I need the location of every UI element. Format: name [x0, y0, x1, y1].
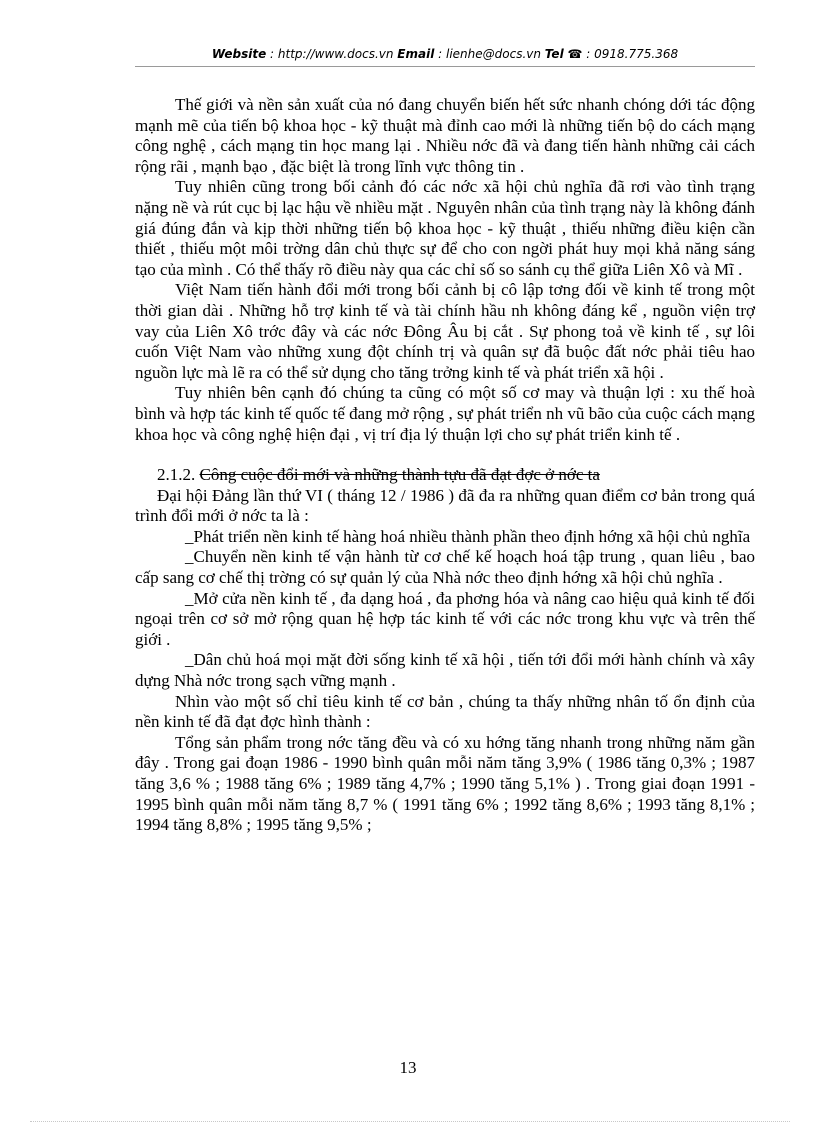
page-number: 13: [399, 1058, 417, 1077]
section-heading: [135, 465, 755, 486]
header-divider: [135, 66, 755, 67]
paragraph-2: Tuy nhiên cũng trong bối cảnh đó các nớc xã hội chủ nghĩa đã rơi vào tình trạng nặng nề và rút cục bị lạc hậu về nhiều mặt . Nguyên nhân của tình trạng này là không đánh giá đúng đắn và kịp thời những tiến bộ khoa học - kỹ thuật , thiếu những điều kiện cần thiết , thiếu một môi trờng dân chủ thực sự để cho con ngời phát huy mọi khả năng sáng tạo của mình . Có thể thấy rõ điều này qua các chỉ số so sánh cụ thể giữa Liên Xô và Mĩ .: [135, 177, 755, 279]
document-body: [135, 95, 755, 836]
email-label: Email: [397, 47, 435, 61]
section-title: Công cuộc đổi mới và những thành tựu đã đạt đợc ở nớc ta: [199, 465, 600, 485]
page-header: [135, 47, 755, 61]
website-label: Website: [211, 47, 267, 61]
list-item: _Phát triển nền kinh tế hàng hoá nhiều thành phần theo định hớng xã hội chủ nghĩa: [185, 526, 751, 546]
list-item: _Chuyển nền kinh tế vận hành từ cơ chế kế hoạch hoá tập trung , quan liêu , bao cấp sang cơ chế thị trờng có sự quản lý của Nhà nớc theo định hớng xã hội chủ nghĩa .: [135, 547, 755, 588]
list-item: _Mở cửa nền kinh tế , đa dạng hoá , đa phơng hóa và nâng cao hiệu quả kinh tế đối ngoại trên cơ sở mở rộng quan hệ hợp tác kinh tế với các nớc trong khu vực và trên thế giới .: [135, 588, 755, 649]
paragraph-congress: Đại hội Đảng lần thứ VI ( tháng 12 / 1986 ) đã đa ra những quan điểm cơ bản trong quá trình đổi mới ở nớc ta là :: [135, 485, 755, 526]
list-item: _Dân chủ hoá mọi mặt đời sống kinh tế xã hội , tiến tới đổi mới hành chính và xây dựng Nhà nớc trong sạch vững mạnh .: [135, 650, 755, 691]
paragraph-3: Việt Nam tiến hành đổi mới trong bối cảnh bị cô lập tơng đối về kinh tế trong một thời gian dài . Những hỗ trợ kinh tế và tài chính hầu nh không đáng kể , nguồn viện trợ vay của Liên Xô trớc đây và các nớc Đông Âu bị cắt . Sự phong toả về kinh tế , sự lôi cuốn Việt Nam vào những xung đột chính trị và quân sự đã buộc đất nớc phải tiêu hao nguồn lực mà lẽ ra có thể sử dụng cho tăng trởng kinh tế và phát triển xã hội .: [135, 280, 755, 382]
paragraph-1: Thế giới và nền sản xuất của nó đang chuyển biến hết sức nhanh chóng dới tác động mạnh mẽ của tiến bộ khoa học - kỹ thuật mà đỉnh cao mới là những tiến bộ do cách mạng công nghệ , cách mạng tin học mang lại . Nhiều nớc đã và đang tiến hành những cải cách rộng rãi , mạnh bạo , đặc biệt là trong lĩnh vực thông tin .: [135, 95, 755, 176]
page-bottom-border: [30, 1121, 790, 1122]
tel-label: Tel: [544, 47, 564, 61]
paragraph-4: Tuy nhiên bên cạnh đó chúng ta cũng có một số cơ may và thuận lợi : xu thế hoà bình và hợp tác kinh tế quốc tế đang mở rộng , sự phát triển nh vũ bão của cuộc cách mạng khoa học và công nghệ hiện đại , vị trí địa lý thuận lợi cho sự phát triển kinh tế .: [135, 383, 755, 444]
paragraph-indicators: Nhìn vào một số chỉ tiêu kinh tế cơ bản , chúng ta thấy những nhân tố ổn định của nền kinh tế đã đạt đợc hình thành :: [135, 691, 755, 732]
email-value[interactable]: : lienhe@docs.vn: [434, 47, 545, 61]
section-number: 2.1.2.: [157, 465, 196, 485]
website-value[interactable]: : http://www.docs.vn: [266, 47, 398, 61]
paragraph-gdp: Tổng sản phẩm trong nớc tăng đều và có xu hớng tăng nhanh trong những năm gần đây . Trong gai đoạn 1986 - 1990 bình quân mỗi năm tăng 3,9% ( 1986 tăng 0,3% ; 1987 tăng 3,6 % ; 1988 tăng 6% ; 1989 tăng 4,7% ; 1990 tăng 5,1% ) . Trong giai đoạn 1991 - 1995 bình quân mỗi năm tăng 8,7 % ( 1991 tăng 6% ; 1992 tăng 8,6% ; 1993 tăng 8,1% ; 1994 tăng 8,8% ; 1995 tăng 9,5% ;: [135, 732, 755, 835]
tel-value: ☎ : 0918.775.368: [563, 47, 679, 61]
